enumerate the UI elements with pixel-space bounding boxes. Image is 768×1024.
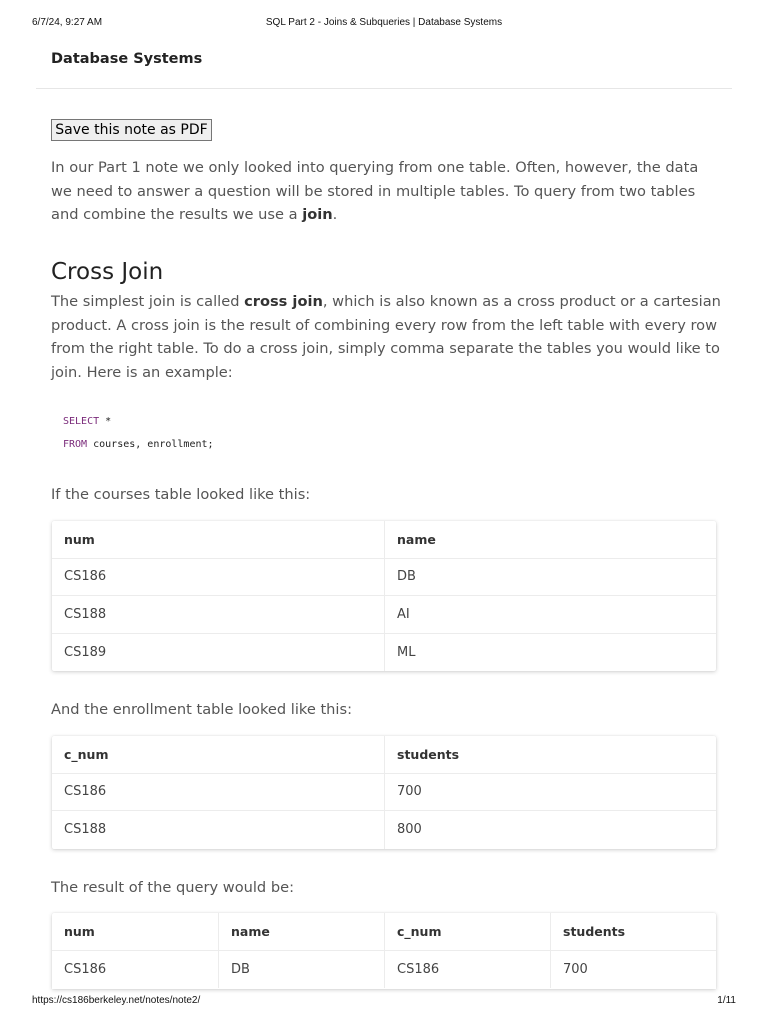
code-text: *	[99, 416, 112, 427]
table-cell: CS188	[52, 811, 385, 849]
intro-paragraph	[51, 156, 721, 227]
print-header	[0, 0, 768, 34]
table-cell: CS186	[385, 951, 551, 989]
courses-intro: If the courses table looked like this:	[51, 486, 311, 503]
print-url[interactable]: https://cs186berkeley.net/notes/note2/	[32, 995, 201, 1006]
column-header: name	[219, 913, 385, 950]
table-row	[52, 634, 716, 672]
column-header: c_num	[385, 913, 551, 950]
print-page-number: 1/11	[717, 995, 736, 1006]
intro-text: In our Part 1 note we only looked into querying from one table. Often, however, the data we need to answer a question will be stored in multiple tables. To query from two tables and combine the results we use a	[51, 159, 699, 223]
table-row	[52, 811, 716, 849]
cross-join-text: The simplest join is called	[51, 293, 245, 310]
table-cell: ML	[397, 644, 416, 660]
table-cell: CS186	[52, 774, 385, 811]
result-intro: The result of the query would be:	[51, 879, 294, 896]
table-header-row	[52, 521, 716, 559]
enrollment-table	[52, 736, 716, 849]
table-cell: AI	[397, 606, 410, 622]
table-cell: 700	[563, 961, 588, 977]
code-line-2	[63, 439, 214, 450]
table-cell: 800	[397, 822, 422, 838]
courses-table	[52, 521, 716, 671]
site-title[interactable]: Database Systems	[51, 51, 203, 67]
table-row	[52, 596, 716, 634]
code-keyword-from: FROM	[63, 439, 88, 450]
table-cell: CS186	[52, 559, 385, 596]
cross-join-paragraph	[51, 290, 721, 384]
table-cell: 700	[397, 784, 422, 800]
result-table	[52, 913, 716, 989]
enrollment-intro: And the enrollment table looked like this:	[51, 701, 353, 718]
cross-join-bold: cross join	[244, 293, 323, 310]
header-divider	[36, 88, 732, 89]
print-page-title: SQL Part 2 - Joins & Subqueries | Database Systems	[265, 17, 503, 28]
cross-join-heading: Cross Join	[51, 259, 164, 285]
code-text: courses, enrollment;	[87, 439, 214, 450]
column-header: c_num	[52, 736, 385, 773]
table-cell: CS186	[52, 951, 219, 989]
print-datetime: 6/7/24, 9:27 AM	[32, 17, 103, 28]
column-header: num	[52, 521, 385, 558]
intro-text-end: .	[332, 206, 338, 223]
table-cell: DB	[397, 569, 416, 585]
table-cell: DB	[219, 951, 385, 989]
table-cell: CS188	[52, 596, 385, 633]
save-pdf-button[interactable]: Save this note as PDF	[51, 119, 212, 141]
intro-bold-join: join	[302, 206, 333, 223]
table-row	[52, 774, 716, 812]
table-row	[52, 951, 716, 989]
cross-join-text-end: , which is also known as a cross product or a cartesian product. A cross join is the result of combining every row from the left table with every row from the right table. To do a cross join, simply comma separate the tables you would like to join. Here is an example:	[51, 293, 721, 381]
table-row	[52, 559, 716, 597]
table-header-row	[52, 913, 716, 951]
column-header: name	[397, 531, 436, 547]
table-header-row	[52, 736, 716, 774]
column-header: students	[563, 923, 626, 939]
table-cell: CS189	[52, 634, 385, 672]
column-header: num	[52, 913, 219, 950]
column-header: students	[397, 746, 460, 762]
print-footer	[0, 995, 768, 1011]
code-keyword-select: SELECT	[63, 416, 100, 427]
code-line-1	[63, 416, 111, 427]
